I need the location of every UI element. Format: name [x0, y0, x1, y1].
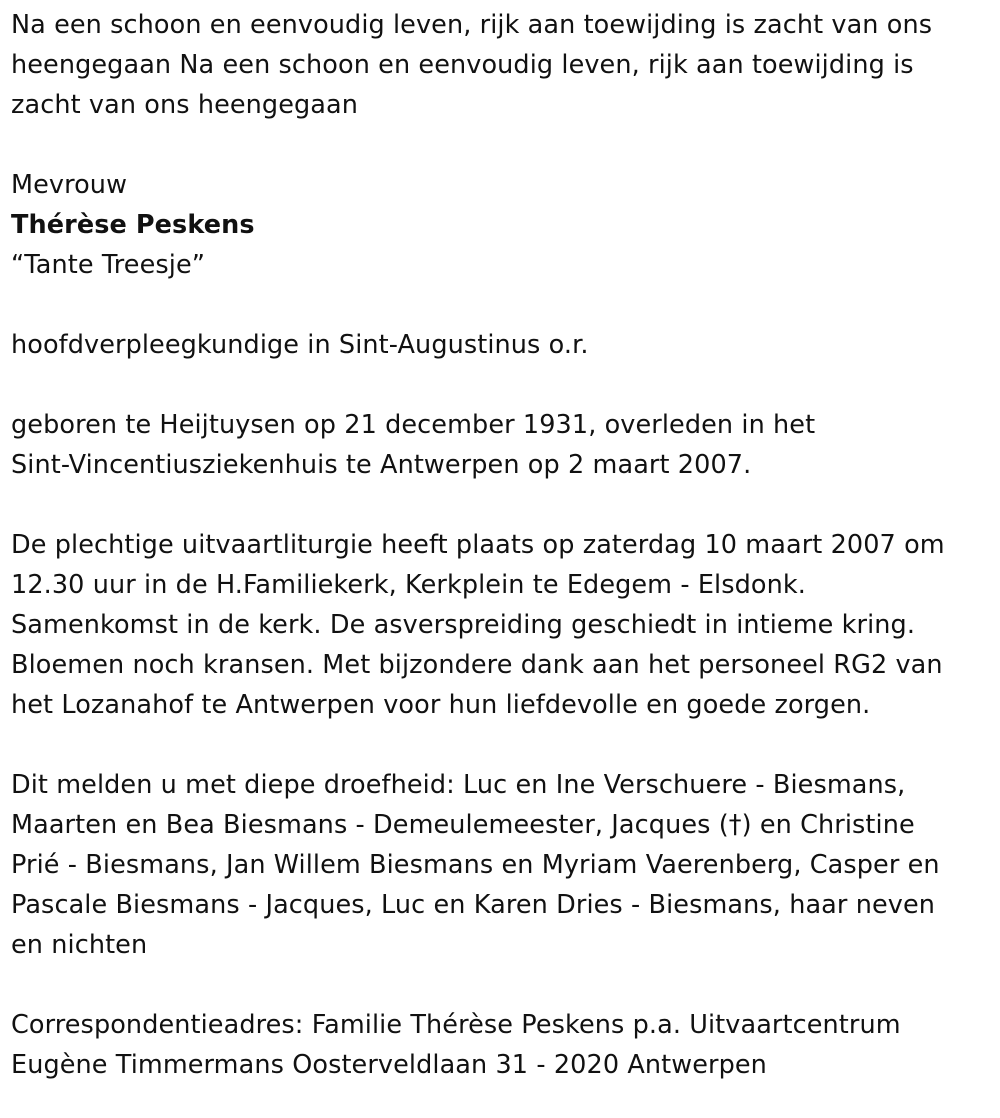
spacer	[11, 725, 991, 765]
spacer	[11, 365, 991, 405]
deceased-name: Thérèse Peskens	[11, 210, 255, 240]
correspondence-address: Correspondentieadres: Familie Thérèse Peskens p.a. Uitvaartcentrum Eugène Timmermans Oosterveldlaan 31 - 2020 Antwerpen	[11, 1010, 901, 1080]
nickname: “Tante Treesje”	[11, 250, 206, 280]
funeral-text: De plechtige uitvaartliturgie heeft plaats op zaterdag 10 maart 2007 om 12.30 uur in de H.Familiekerk, Kerkplein te Edegem - Elsdonk. Samenkomst in de kerk. De asverspreiding geschiedt in intieme kring. Bloemen noch kransen. Met bijzondere dank aan het personeel RG2 van het Lozanahof te Antwerpen voor hun liefdevolle en goede zorgen.	[11, 530, 945, 720]
intro-text: Na een schoon en eenvoudig leven, rijk aan toewijding is zacht van ons heengegaan Na een schoon en eenvoudig leven, rijk aan toewijding is zacht van ons heengegaan	[11, 10, 933, 120]
spacer	[11, 125, 991, 165]
spacer	[11, 485, 991, 525]
spacer	[11, 965, 991, 1005]
birth-death-text: geboren te Heijtuysen op 21 december 1931, overleden in het Sint-Vincentiusziekenhuis te Antwerpen op 2 maart 2007.	[11, 410, 816, 480]
profession: hoofdverpleegkundige in Sint-Augustinus o.r.	[11, 330, 589, 360]
obituary-document	[11, 0, 991, 1085]
mourners-text: Dit melden u met diepe droefheid: Luc en Ine Verschuere - Biesmans, Maarten en Bea Biesmans - Demeulemeester, Jacques (†) en Christine Prié - Biesmans, Jan Willem Biesmans en Myriam Vaerenberg, Casper en Pascale Biesmans - Jacques, Luc en Karen Dries - Biesmans, haar neven en nichten	[11, 770, 940, 960]
spacer	[11, 285, 991, 325]
salutation: Mevrouw	[11, 170, 128, 200]
